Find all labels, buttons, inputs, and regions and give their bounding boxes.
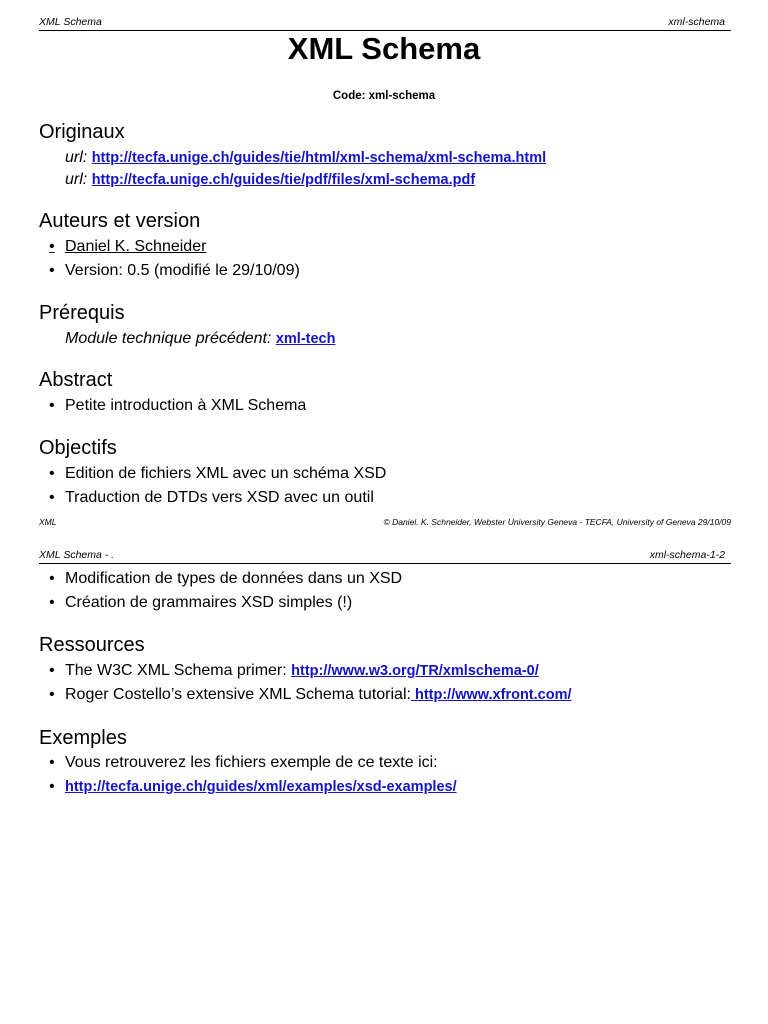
objectif-text: Création de grammaires XSD simples (!): [65, 594, 353, 611]
heading-exemples: Exemples: [39, 727, 127, 749]
list-item: [49, 489, 374, 507]
list-item: [49, 397, 306, 415]
resource-text: The W3C XML Schema primer:: [65, 662, 287, 679]
list-item: [49, 262, 300, 280]
header-left: XML Schema - .: [39, 549, 115, 561]
list-item: [49, 238, 206, 256]
url-line-2: [65, 171, 475, 189]
page-header: [39, 14, 731, 31]
heading-auteurs: Auteurs et version: [39, 210, 201, 232]
link-xfront[interactable]: http://www.xfront.com/: [410, 687, 572, 703]
objectif-text: Edition de fichiers XML avec un schéma XSD: [65, 465, 387, 482]
list-item: [49, 465, 386, 483]
link-examples[interactable]: http://tecfa.unige.ch/guides/xml/examples/xsd-examples/: [65, 779, 457, 795]
link-xml-tech[interactable]: xml-tech: [275, 331, 336, 347]
page-header: [39, 547, 731, 564]
list-item: [49, 570, 402, 588]
bullet-icon: •: [49, 465, 55, 482]
heading-originaux: Originaux: [39, 121, 125, 143]
exemple-text: Vous retrouverez les fichiers exemple de ce texte ici:: [65, 754, 438, 771]
url-line-1: [65, 149, 546, 167]
footer-left: XML: [39, 517, 57, 527]
version-text: Version: 0.5 (modifié le 29/10/09): [65, 262, 300, 279]
heading-objectifs: Objectifs: [39, 437, 117, 459]
header-right: xml-schema-1-2: [649, 549, 725, 561]
objectif-text: Modification de types de données dans un XSD: [65, 570, 403, 587]
page-title: XML Schema: [287, 31, 481, 66]
prerequis-label: Module technique précédent:: [65, 330, 272, 347]
url-label: url:: [65, 171, 88, 188]
prerequis-line: [65, 330, 335, 348]
bullet-icon: •: [49, 262, 55, 279]
bullet-icon: •: [49, 662, 55, 679]
footer-right: © Daniel. K. Schneider, Webster University Geneva - TECFA, University of Geneva 29/10/09: [383, 517, 731, 527]
list-item: [49, 662, 539, 680]
url-label: url:: [65, 149, 88, 166]
bullet-icon: •: [49, 238, 55, 255]
bullet-icon: •: [49, 570, 55, 587]
resource-text: Roger Costello’s extensive XML Schema tutorial:: [65, 686, 411, 703]
abstract-text: Petite introduction à XML Schema: [65, 397, 307, 414]
bullet-icon: •: [49, 778, 55, 795]
link-pdf[interactable]: http://tecfa.unige.ch/guides/tie/pdf/files/xml-schema.pdf: [91, 172, 476, 188]
list-item: [49, 594, 352, 612]
bullet-icon: •: [49, 397, 55, 414]
bullet-icon: •: [49, 594, 55, 611]
bullet-icon: •: [49, 754, 55, 771]
heading-abstract: Abstract: [39, 369, 113, 391]
list-item: [49, 754, 438, 772]
list-item: [49, 778, 457, 796]
bullet-icon: •: [49, 489, 55, 506]
link-w3c[interactable]: http://www.w3.org/TR/xmlschema-0/: [291, 663, 539, 679]
bullet-icon: •: [49, 686, 55, 703]
list-item: [49, 686, 572, 704]
author-name[interactable]: Daniel K. Schneider: [65, 238, 207, 255]
header-right: xml-schema: [668, 16, 725, 28]
link-html[interactable]: http://tecfa.unige.ch/guides/tie/html/xml-schema/xml-schema.html: [91, 150, 547, 166]
objectif-text: Traduction de DTDs vers XSD avec un outil: [65, 489, 374, 506]
heading-ressources: Ressources: [39, 634, 145, 656]
code-label: Code: xml-schema: [332, 90, 436, 102]
heading-prerequis: Prérequis: [39, 302, 125, 324]
header-left: XML Schema: [39, 16, 102, 28]
